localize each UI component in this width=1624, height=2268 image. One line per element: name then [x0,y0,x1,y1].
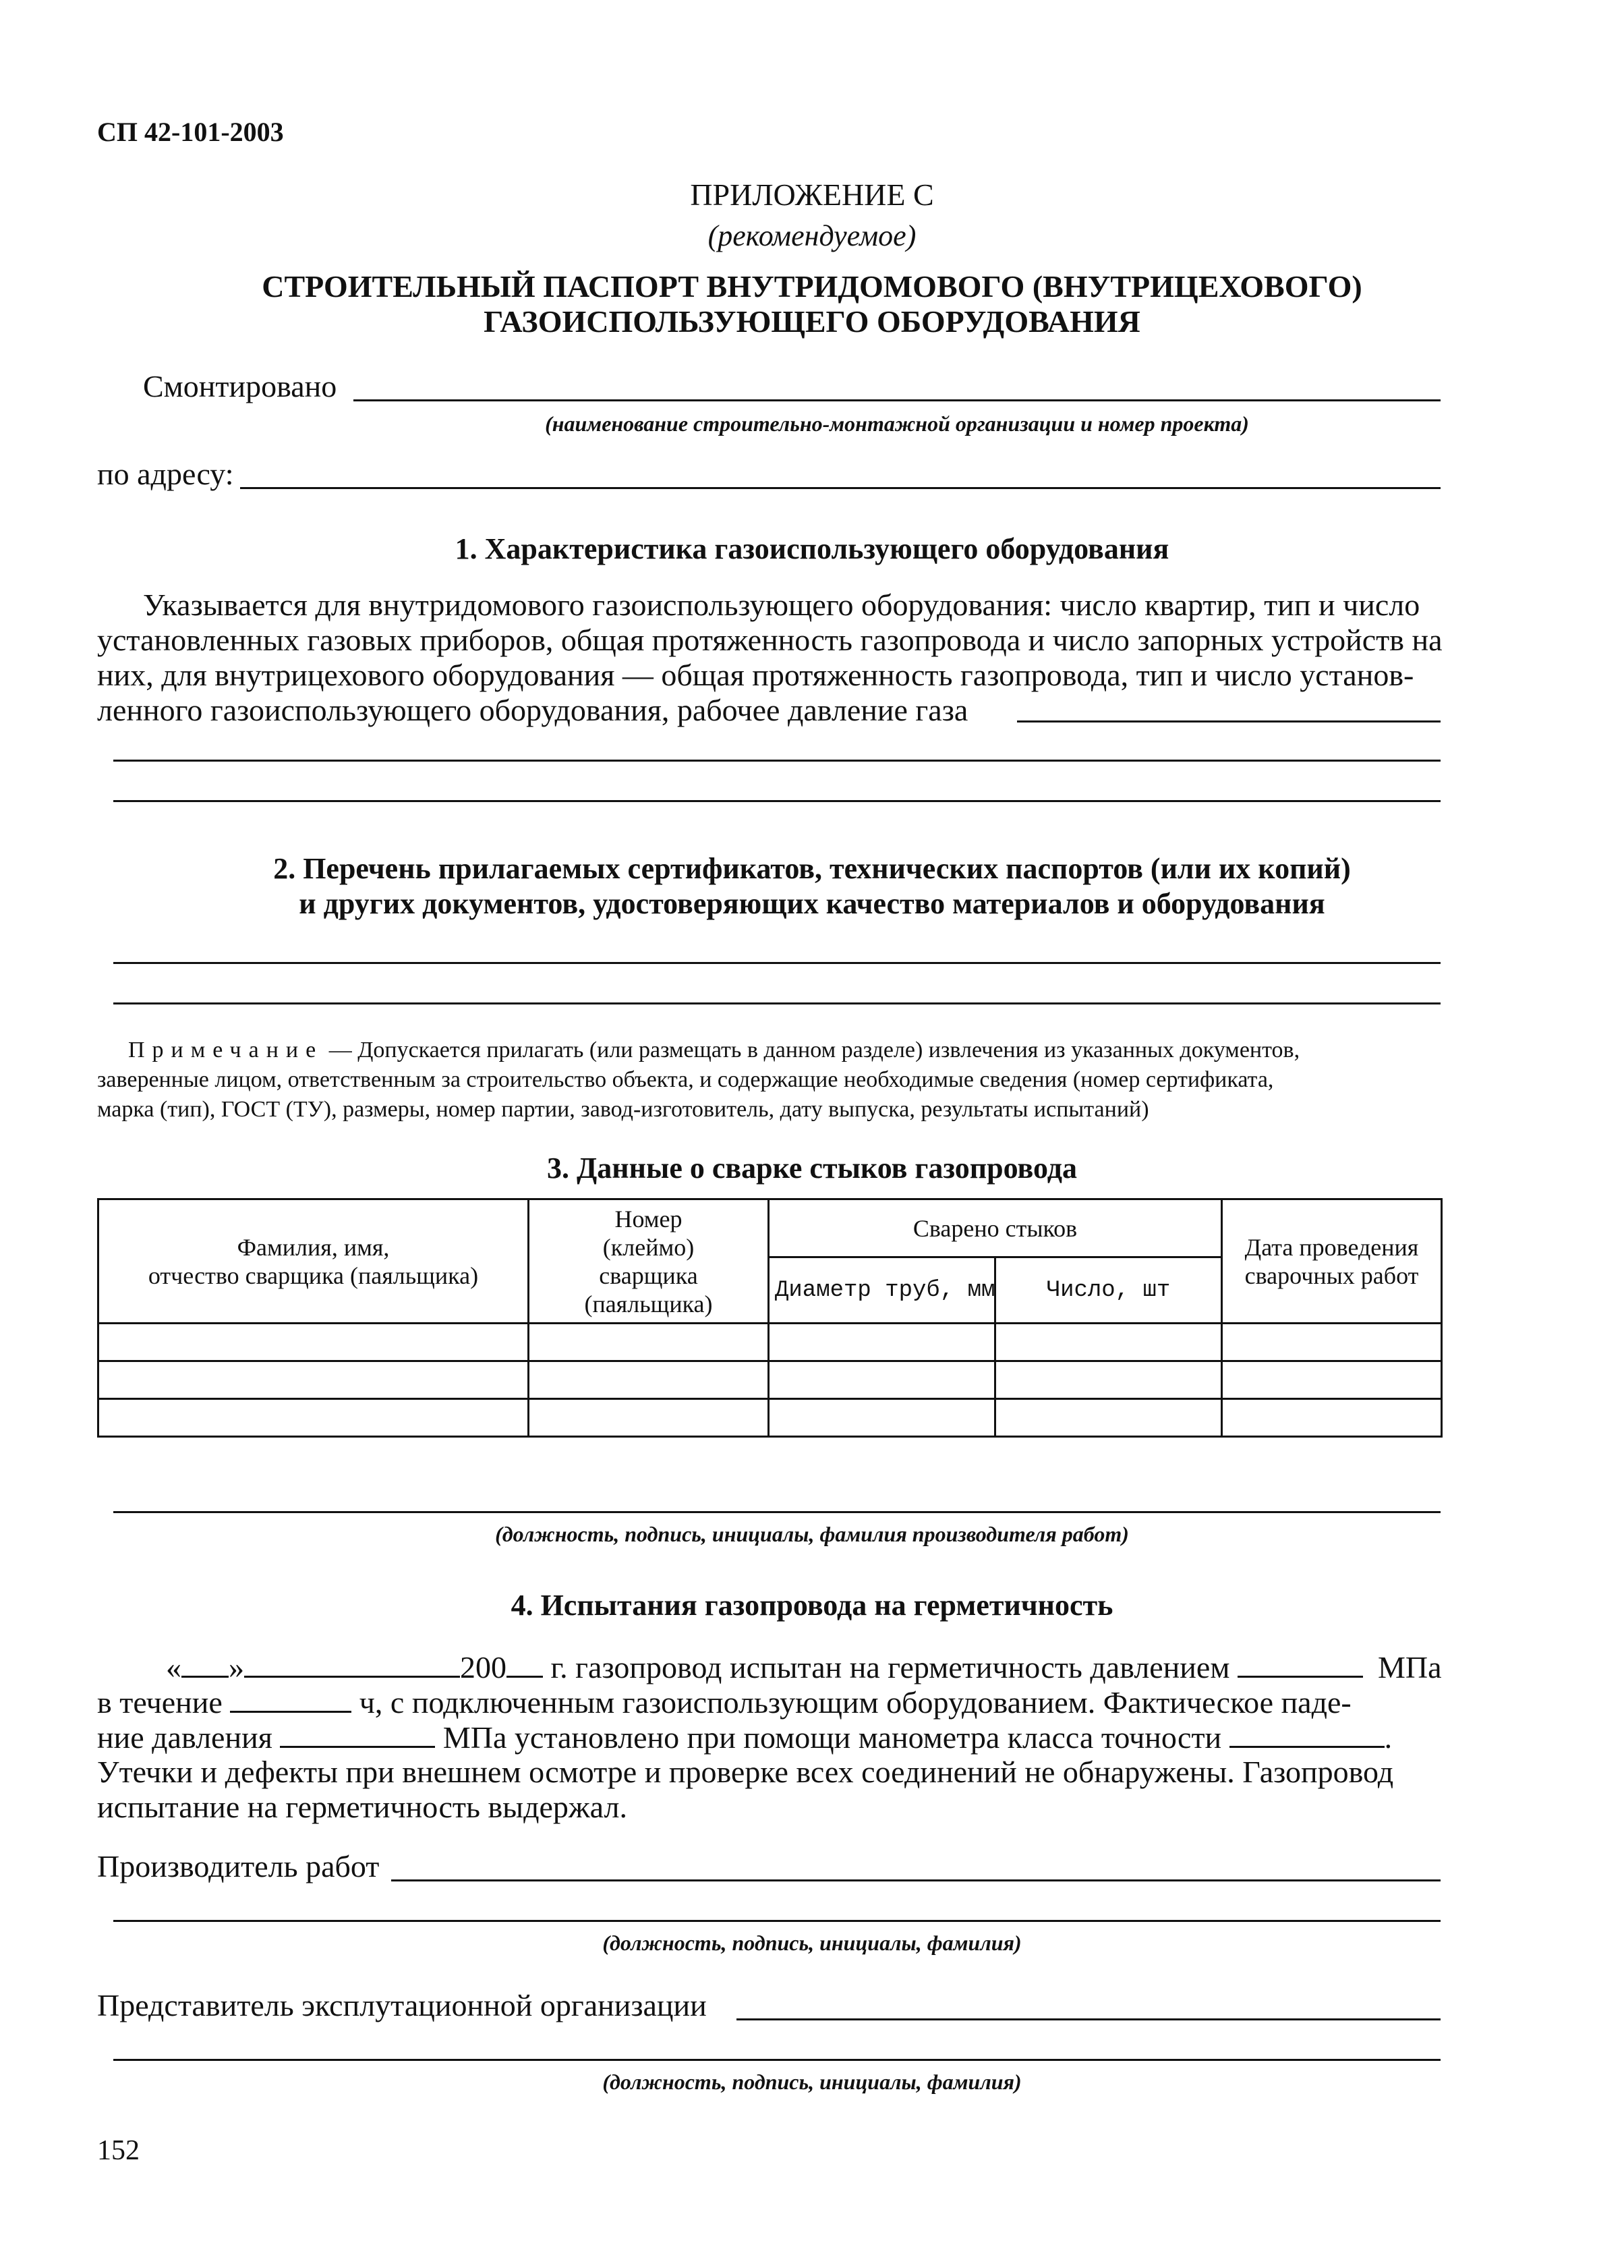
table-cell[interactable] [995,1399,1222,1437]
mounted-field-line[interactable] [353,399,1441,401]
section1-heading: 1. Характеристика газоиспользующего оборудования [455,532,1169,565]
note-line3: марка (тип), ГОСТ (ТУ), размеры, номер партии, завод-изготовитель, дату выпуска, результаты испытаний) [97,1097,1149,1122]
table-cell[interactable] [98,1399,529,1437]
table-cell[interactable] [529,1361,769,1399]
table-row [98,1324,1442,1361]
pressure-drop-line: ние давления МПа установлено при помощи манометра класса точности . [97,1720,1393,1755]
header-welded-joints: Сварено стыков [769,1199,1222,1257]
table-cell[interactable] [769,1324,995,1361]
section4-line4: Утечки и дефекты при внешнем осмотре и проверке всех соединений не обнаружены. Газопровод [97,1755,1394,1789]
header-welder-name: Фамилия, имя, отчество сварщика (паяльщика) [98,1199,529,1324]
section2-heading-line2: и других документов, удостоверяющих качество материалов и оборудования [299,887,1325,920]
pressure-field[interactable] [1238,1649,1363,1678]
day-field[interactable] [181,1649,229,1678]
header-welding-date: Дата проведения сварочных работ [1222,1199,1442,1324]
welding-table [97,1198,1443,1438]
month-field[interactable] [244,1649,460,1678]
section3-signature-caption: (должность, подпись, инициалы, фамилия производителя работ) [495,1522,1129,1546]
document-heading-line2: ГАЗОИСПОЛЬЗУЮЩЕГО ОБОРУДОВАНИЯ [484,304,1140,339]
section3-heading: 3. Данные о сварке стыков газопровода [547,1152,1077,1185]
table-cell[interactable] [1222,1361,1442,1399]
table-row [98,1361,1442,1399]
section1-line4: ленного газоиспользующего оборудования, рабочее давление газа [97,693,968,727]
address-label: по адресу: [97,457,234,491]
table-cell[interactable] [1222,1399,1442,1437]
section1-line2: установленных газовых приборов, общая протяженность газопровода и число запорных устройств на [97,623,1443,657]
page-number: 152 [97,2135,140,2166]
test-duration-line: в течение ч, с подключенным газоиспользующим оборудованием. Фактическое паде- [97,1685,1352,1720]
note-text1: — Допускается прилагать (или размещать в данном разделе) извлечения из указанных документов, [323,1038,1300,1062]
duration-field[interactable] [230,1684,351,1713]
note-line2: заверенные лицом, ответственным за строительство объекта, и содержащие необходимые сведения (номер сертификата, [97,1067,1274,1092]
table-row [98,1399,1442,1437]
section1-line1: Указывается для внутридомового газоиспользующего оборудования: число квартир, тип и число [143,588,1420,622]
table-cell[interactable] [769,1399,995,1437]
section1-extra-line-2[interactable] [113,800,1441,802]
header-joint-count: Число, шт [995,1257,1222,1324]
operator-signature-line[interactable] [113,2059,1441,2061]
appendix-title: ПРИЛОЖЕНИЕ С [690,177,934,212]
table-cell[interactable] [98,1361,529,1399]
producer-signature-line[interactable] [113,1920,1441,1922]
section3-signature-line[interactable] [113,1511,1441,1513]
operator-caption: (должность, подпись, инициалы, фамилия) [602,2070,1022,2094]
operator-label: Представитель эксплутационной организации [97,1988,707,2022]
appendix-subtitle: (рекомендуемое) [707,219,917,252]
note-line1 [128,1036,1300,1065]
section1-extra-line-1[interactable] [113,760,1441,762]
mounted-label: Смонтировано [143,369,337,403]
section2-field-line-1[interactable] [113,962,1441,964]
table-cell[interactable] [98,1324,529,1361]
table-cell[interactable] [1222,1324,1442,1361]
document-code: СП 42-101-2003 [97,117,284,147]
gas-pressure-field-line[interactable] [1017,720,1441,722]
year-field[interactable] [506,1649,543,1678]
table-cell[interactable] [529,1399,769,1437]
section4-line5: испытание на герметичность выдержал. [97,1790,627,1824]
section4-heading: 4. Испытания газопровода на герметичность [511,1589,1113,1622]
section2-field-line-2[interactable] [113,1002,1441,1004]
document-heading-line1: СТРОИТЕЛЬНЫЙ ПАСПОРТ ВНУТРИДОМОВОГО (ВНУТРИЦЕХОВОГО) [262,269,1362,304]
producer-field-line[interactable] [391,1879,1441,1881]
test-date-line: « » 200 г. газопровод испытан на герметичность давлением МПа [166,1650,1442,1684]
accuracy-class-field[interactable] [1229,1719,1385,1748]
note-label: Примечание [128,1038,324,1062]
header-pipe-diameter: Диаметр труб, мм [769,1257,995,1324]
table-cell[interactable] [995,1324,1222,1361]
header-welder-number: Номер (клеймо) сварщика (паяльщика) [529,1199,769,1324]
table-cell[interactable] [995,1361,1222,1399]
pressure-drop-field[interactable] [280,1719,435,1748]
address-field-line[interactable] [240,487,1441,489]
mounted-caption: (наименование строительно-монтажной организации и номер проекта) [545,412,1249,436]
producer-caption: (должность, подпись, инициалы, фамилия) [602,1931,1022,1955]
section1-line3: них, для внутрицехового оборудования — общая протяженность газопровода, тип и число установ- [97,658,1414,692]
section2-heading-line1: 2. Перечень прилагаемых сертификатов, технических паспортов (или их копий) [273,852,1351,885]
table-cell[interactable] [769,1361,995,1399]
producer-label: Производитель работ [97,1849,380,1883]
table-cell[interactable] [529,1324,769,1361]
operator-field-line[interactable] [736,2018,1441,2020]
